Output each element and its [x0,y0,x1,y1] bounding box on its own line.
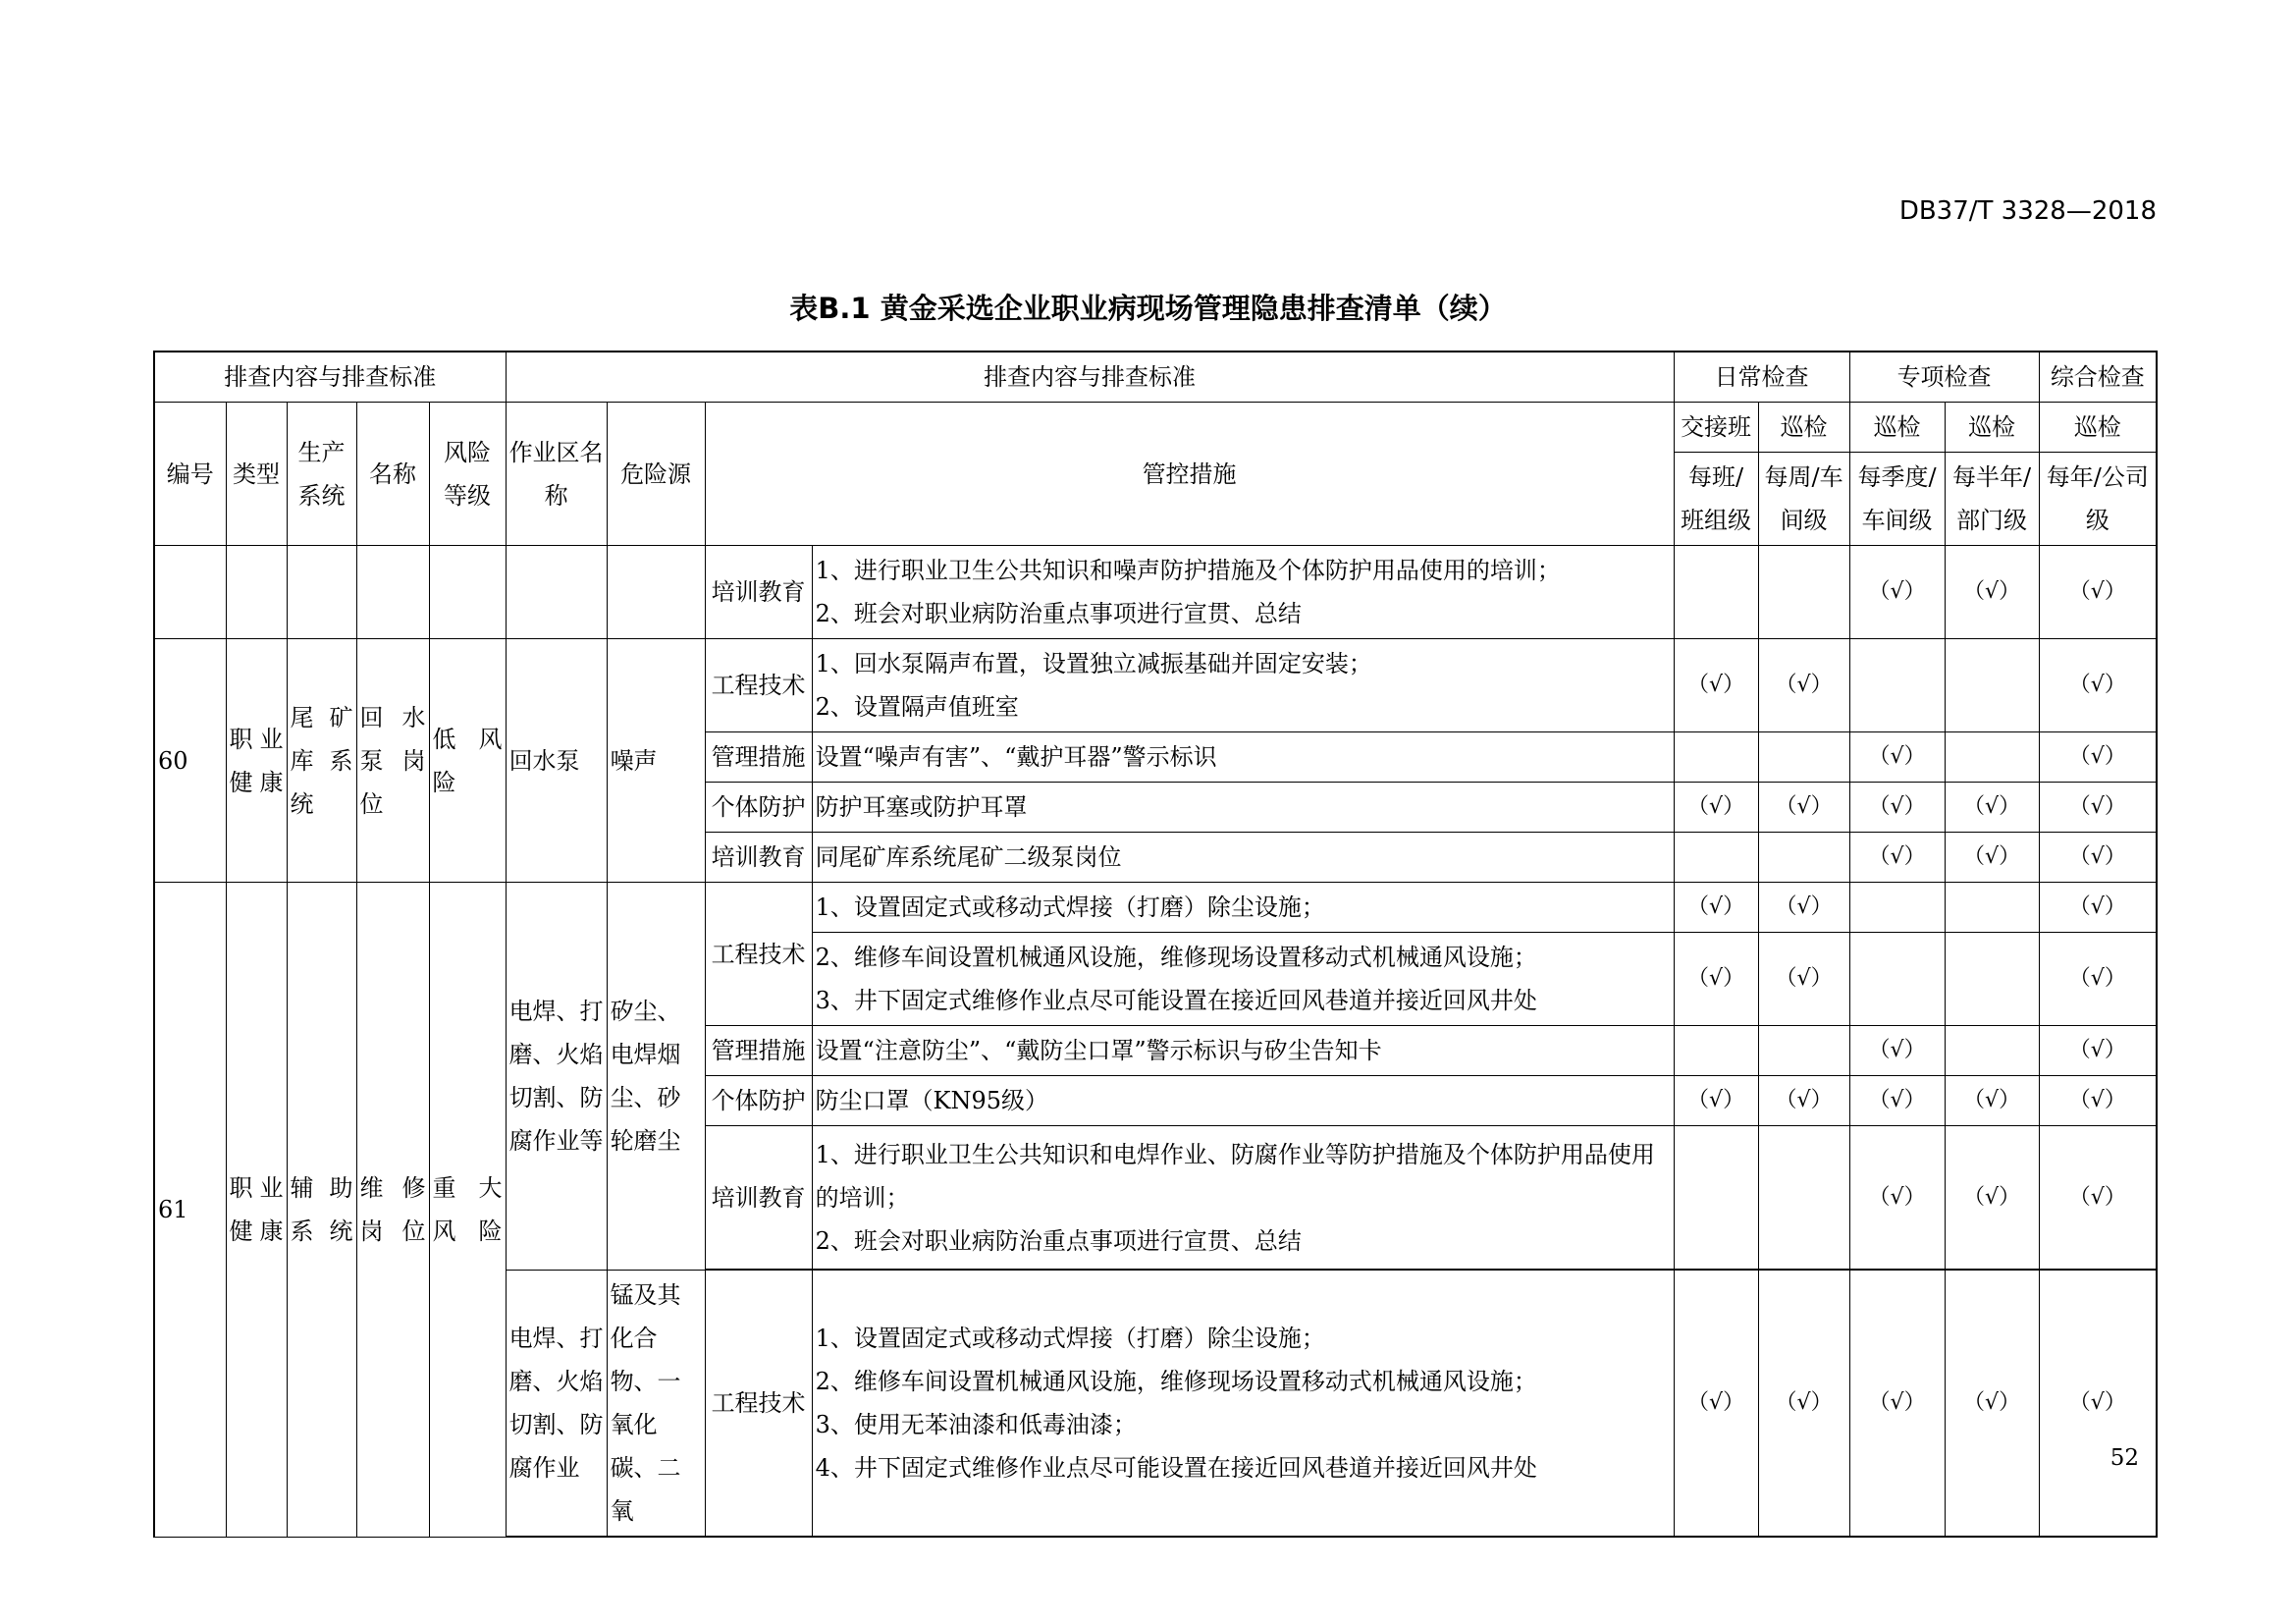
measure-type: 个体防护 [705,783,812,833]
row-name: 回水泵岗位 [356,639,429,883]
header-work-area: 作业区名称 [506,403,607,546]
check-mark: （√） [2039,639,2157,732]
check-mark: （√） [2039,883,2157,933]
header-no: 编号 [154,403,226,546]
page-number: 52 [2109,1445,2139,1471]
check-mark: （√） [1849,783,1945,833]
header-row-groups [154,352,2157,403]
measure-type: 管理措施 [705,1026,812,1076]
check-mark: （√） [1758,783,1849,833]
measure-content: 防尘口罩（KN95级） [812,1076,1674,1126]
header-freq-year: 每年/公司级 [2039,453,2157,546]
header-row-subtypes [154,403,2157,453]
check-mark: （√） [2039,833,2157,883]
header-name: 名称 [356,403,429,546]
check-mark: （√） [2039,1026,2157,1076]
row-number: 60 [154,639,226,883]
measure-content: 1、设置固定式或移动式焊接（打磨）除尘设施； [812,883,1674,933]
row-hazard: 噪声 [607,639,705,883]
measure-content: 1、进行职业卫生公共知识和噪声防护措施及个体防护用品使用的培训； 2、班会对职业病防治重点事项进行宣贯、总结 [812,546,1674,639]
check-mark: （√） [1849,732,1945,783]
table-row [154,639,2157,732]
check-mark: （√） [1849,546,1945,639]
check-mark: （√） [1674,639,1758,732]
header-daily-check: 日常检查 [1674,352,1849,403]
header-patrol-weekly: 巡检 [1758,403,1849,453]
header-patrol-halfyear: 巡检 [1945,403,2039,453]
header-shift-handover: 交接班 [1674,403,1758,453]
row-risk-level: 低风险 [429,639,506,883]
measure-content: 2、维修车间设置机械通风设施，维修现场设置移动式机械通风设施； 3、井下固定式维修作业点尽可能设置在接近回风巷道并接近回风井处 [812,933,1674,1026]
header-patrol-quarterly: 巡检 [1849,403,1945,453]
row-type: 职业健康 [226,639,287,883]
check-mark: （√） [1849,1026,1945,1076]
measure-type: 工程技术 [705,883,812,1026]
header-freq-week: 每周/车间级 [1758,453,1849,546]
check-mark: （√） [2039,732,2157,783]
measure-type: 工程技术 [705,639,812,732]
check-mark: （√） [1945,833,2039,883]
check-mark: （√） [1945,546,2039,639]
check-mark: （√） [1674,1076,1758,1126]
check-mark: （√） [1674,1271,1758,1538]
check-mark: （√） [1945,783,2039,833]
row-hazard: 锰及其化合物、一氧化碳、二氧 [607,1271,705,1538]
header-special-check: 专项检查 [1849,352,2039,403]
measure-content: 同尾矿库系统尾矿二级泵岗位 [812,833,1674,883]
check-mark: （√） [2039,1076,2157,1126]
table-row [154,546,2157,639]
measure-type: 培训教育 [705,833,812,883]
check-mark: （√） [1758,933,1849,1026]
header-group-left: 排查内容与排查标准 [154,352,506,403]
check-mark: （√） [1945,1126,2039,1270]
row-system: 辅助系统 [287,883,356,1538]
header-group-middle: 排查内容与排查标准 [506,352,1674,403]
header-type: 类型 [226,403,287,546]
measure-content: 1、回水泵隔声布置，设置独立减振基础并固定安装； 2、设置隔声值班室 [812,639,1674,732]
measure-content: 1、设置固定式或移动式焊接（打磨）除尘设施； 2、维修车间设置机械通风设施，维修现场设置移动式机械通风设施； 3、使用无苯油漆和低毒油漆； 4、井下固定式维修作业点尽可能设置在接近回风巷道并接近回风井处 [812,1271,1674,1538]
check-mark: （√） [1674,783,1758,833]
measure-type: 培训教育 [705,546,812,639]
measure-type: 工程技术 [705,1271,812,1538]
row-hazard: 矽尘、电焊烟尘、砂轮磨尘 [607,883,705,1271]
check-mark: （√） [1758,639,1849,732]
check-mark: （√） [1849,833,1945,883]
check-mark: （√） [2039,1271,2157,1538]
check-mark: （√） [2039,546,2157,639]
row-risk-level: 重大风险 [429,883,506,1538]
check-mark: （√） [1674,883,1758,933]
check-mark: （√） [1849,1271,1945,1538]
measure-content: 1、进行职业卫生公共知识和电焊作业、防腐作业等防护措施及个体防护用品使用的培训； 2、班会对职业病防治重点事项进行宣贯、总结 [812,1126,1674,1270]
header-control-measures: 管控措施 [705,403,1674,546]
header-hazard-source: 危险源 [607,403,705,546]
row-work-area: 回水泵 [506,639,607,883]
row-system: 尾矿库系统 [287,639,356,883]
header-risk-level: 风险等级 [429,403,506,546]
standard-code: DB37/T 3328—2018 [1898,196,2157,226]
header-system: 生产系统 [287,403,356,546]
measure-content: 设置“噪声有害”、“戴护耳器”警示标识 [812,732,1674,783]
row-name: 维修岗位 [356,883,429,1538]
header-freq-shift: 每班/班组级 [1674,453,1758,546]
table-title: 表B.1 黄金采选企业职业病现场管理隐患排查清单（续） [789,292,1507,325]
check-mark: （√） [1674,933,1758,1026]
check-mark: （√） [1849,1126,1945,1270]
check-mark: （√） [1945,1271,2039,1538]
check-mark: （√） [1849,1076,1945,1126]
measure-type: 管理措施 [705,732,812,783]
row-number: 61 [154,883,226,1538]
check-mark: （√） [2039,933,2157,1026]
header-patrol-yearly: 巡检 [2039,403,2157,453]
measure-content: 防护耳塞或防护耳罩 [812,783,1674,833]
measure-content: 设置“注意防尘”、“戴防尘口罩”警示标识与矽尘告知卡 [812,1026,1674,1076]
check-mark: （√） [2039,783,2157,833]
check-mark: （√） [1758,1271,1849,1538]
header-freq-quarter: 每季度/车间级 [1849,453,1945,546]
row-type: 职业健康 [226,883,287,1538]
header-freq-halfyear: 每半年/部门级 [1945,453,2039,546]
check-mark: （√） [1945,1076,2039,1126]
check-mark: （√） [1758,1076,1849,1126]
check-mark: （√） [1758,883,1849,933]
measure-type: 个体防护 [705,1076,812,1126]
measure-type: 培训教育 [705,1126,812,1270]
check-mark: （√） [2039,1126,2157,1270]
hazard-checklist-table [153,351,2158,1538]
row-work-area: 电焊、打磨、火焰切割、防腐作业 [506,1271,607,1538]
row-work-area: 电焊、打磨、火焰切割、防腐作业等 [506,883,607,1271]
table-row [154,883,2157,933]
header-comprehensive-check: 综合检查 [2039,352,2157,403]
